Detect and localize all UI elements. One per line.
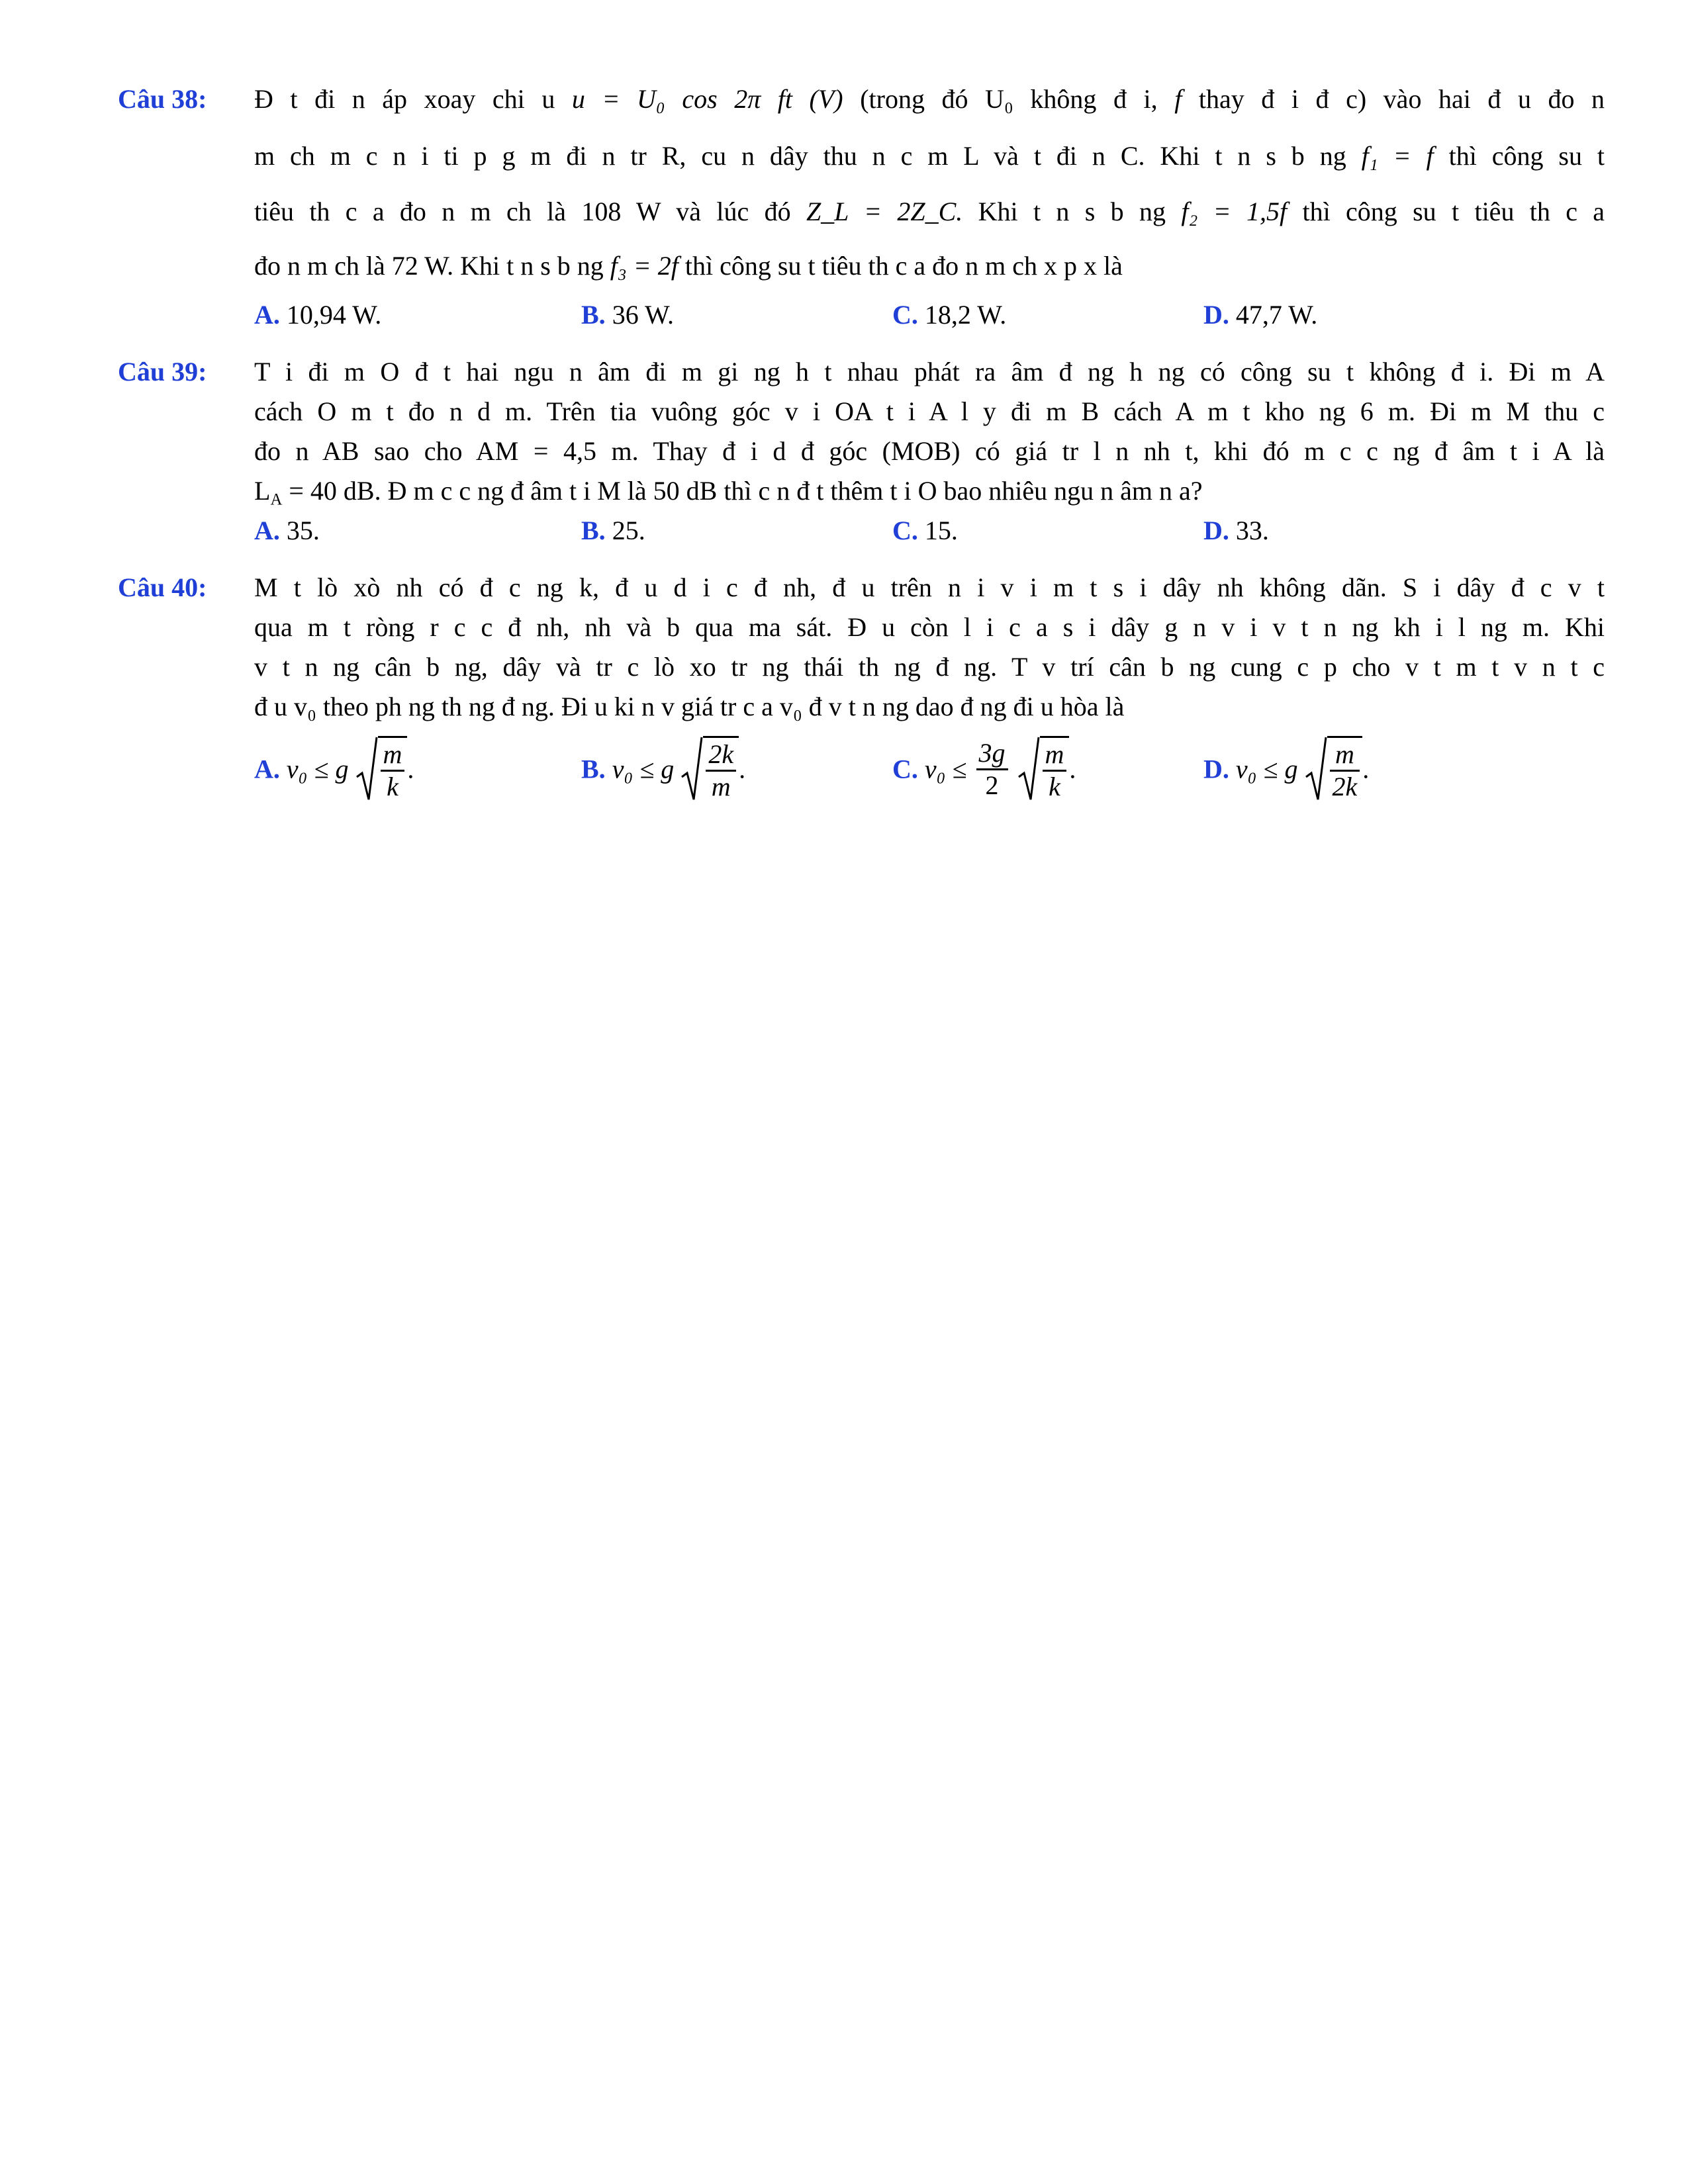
question-38-line-1: Đ t đi n áp xoay chi u u = U₀ cos 2π ft (V) (trong đó U₀ không đ i, f thay đ i đ c) vào hai đ u đo n xyxy=(254,84,1605,114)
formula-f3: f₃ = 2f xyxy=(610,251,679,281)
question-39-line-2: cách O m t đo n d m. Trên tia vuông góc v i OA t i A l y đi m B cách A m t kho ng 6 m. Đi m M thu c xyxy=(254,396,1605,426)
option-38-a[interactable]: A. 10,94 W. xyxy=(254,300,382,330)
option-40-a[interactable]: A. v₀ ≤ g $\frac{m}{k}$ . xyxy=(254,736,414,802)
option-39-a[interactable]: A. 35. xyxy=(254,516,320,545)
formula-f2: f₂ = 1,5f xyxy=(1181,197,1288,226)
option-40-c[interactable]: C. v₀ ≤ $\frac{3g}{2}$ $\frac{m}{k}$ . xyxy=(892,736,1076,802)
option-38-d[interactable]: D. 47,7 W. xyxy=(1203,300,1318,330)
question-40-label: Câu 40: xyxy=(118,572,207,602)
sqrt-symbol: $\frac{m}{k}$ xyxy=(355,736,408,802)
question-39-line-3: đo n AB sao cho AM = 4,5 m. Thay đ i d đ góc (MOB) có giá tr l n nh t, khi đó m c c ng đ âm t i A là xyxy=(254,436,1605,466)
question-39-line-1: T i đi m O đ t hai ngu n âm đi m gi ng h t nhau phát ra âm đ ng h ng có công su t không đ i. Đi m A xyxy=(254,357,1605,387)
formula-zl-zc: Z_L = 2Z_C. xyxy=(806,197,963,226)
formula-voltage: u = U₀ cos 2π ft (V) xyxy=(571,84,843,114)
option-39-b[interactable]: B. 25. xyxy=(581,516,645,545)
question-38-line-2: m ch m c n i ti p g m đi n tr R, cu n dây thu n c m L và t đi n C. Khi t n s b ng f₁ = f thì công su t xyxy=(254,141,1605,171)
question-40-line-2: qua m t ròng r c c đ nh, nh và b qua ma sát. Đ u còn l i c a s i dây g n v i v t n ng kh i l ng m. Khi xyxy=(254,612,1605,642)
option-38-b[interactable]: B. 36 W. xyxy=(581,300,675,330)
question-38-line-4: đo n m ch là 72 W. Khi t n s b ng f₃ = 2f thì công su t tiêu th c a đo n m ch x p x là xyxy=(254,251,1123,281)
option-40-d[interactable]: D. v₀ ≤ g $\frac{m}{2k}$ . xyxy=(1203,736,1369,802)
question-38-label: Câu 38: xyxy=(118,84,207,114)
formula-f1: f₁ = f xyxy=(1361,141,1434,171)
option-38-c[interactable]: C. 18,2 W. xyxy=(892,300,1007,330)
question-39-label: Câu 39: xyxy=(118,357,207,387)
sqrt-symbol: $\frac{2k}{m}$ xyxy=(680,736,739,802)
question-38-line-3: tiêu th c a đo n m ch là 108 W và lúc đó Z_L = 2Z_C. Khi t n s b ng f₂ = 1,5f thì công su t tiêu th c a xyxy=(254,197,1605,226)
option-39-d[interactable]: D. 33. xyxy=(1203,516,1269,545)
question-40-line-4: đ u v₀ theo ph ng th ng đ ng. Đi u ki n v giá tr c a v₀ đ v t n ng dao đ ng đi u hòa là xyxy=(254,692,1125,721)
option-40-b[interactable]: B. v₀ ≤ g $\frac{2k}{m}$ . xyxy=(581,736,745,802)
coefficient-fraction: $\frac{3g}{2}$ xyxy=(976,738,1008,801)
option-39-c[interactable]: C. 15. xyxy=(892,516,958,545)
sqrt-symbol: $\frac{m}{k}$ xyxy=(1017,736,1070,802)
question-39-line-4: $L_A = 40$ dB. Đ m c c ng đ âm t i M là 50 dB thì c n đ t thêm t i O bao nhiêu ngu n âm n a? xyxy=(254,476,1203,509)
sqrt-symbol: $\frac{m}{2k}$ xyxy=(1305,736,1363,802)
question-40-line-1: M t lò xò nh có đ c ng k, đ u d i c đ nh, đ u trên n i v i m t s i dây nh không dãn. S i dây đ c v t xyxy=(254,572,1605,602)
question-40-line-3: v t n ng cân b ng, dây và tr c lò xo tr ng thái th ng đ ng. T v trí cân b ng cung c p cho v t m t v n t c xyxy=(254,652,1605,682)
